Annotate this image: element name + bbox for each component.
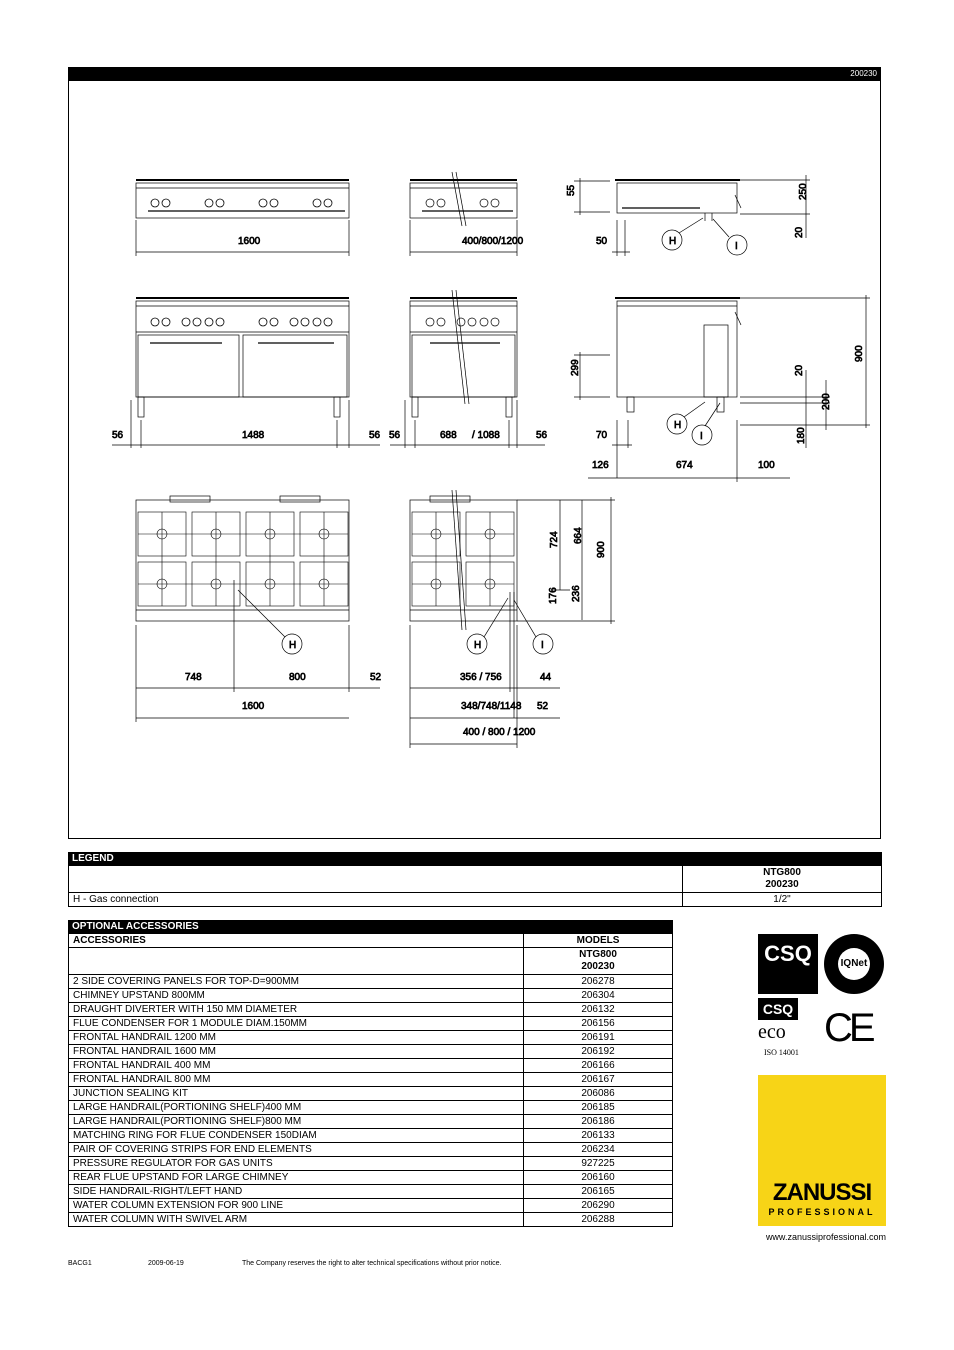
accessories-blank: [69, 948, 524, 975]
accessory-row: [69, 1129, 673, 1143]
dim-top2-724: 724: [549, 531, 560, 548]
accessory-code: 206185: [524, 1101, 673, 1115]
accessories-section: [68, 920, 673, 1227]
accessory-row: [69, 1185, 673, 1199]
front-view-oven-1600: [112, 298, 380, 448]
brand-block: [758, 1075, 886, 1226]
accessories-table: [68, 933, 673, 1227]
dim-side1-50: 50: [596, 236, 608, 247]
accessory-name: FLUE CONDENSER FOR 1 MODULE DIAM.150MM: [69, 1017, 524, 1031]
accessories-model-code: 200230: [581, 961, 615, 972]
accessory-code: 206166: [524, 1059, 673, 1073]
accessory-row: [69, 975, 673, 989]
label-side1-h: H: [669, 236, 677, 247]
accessory-code: 206160: [524, 1171, 673, 1185]
accessory-row: [69, 1045, 673, 1059]
accessory-row: [69, 1199, 673, 1213]
accessories-col2: MODELS: [524, 934, 673, 948]
dim-row2-56c: 56: [389, 430, 401, 441]
dim-row2-56a: 56: [112, 430, 124, 441]
accessory-name: JUNCTION SEALING KIT: [69, 1087, 524, 1101]
accessory-name: PAIR OF COVERING STRIPS FOR END ELEMENTS: [69, 1143, 524, 1157]
accessory-name: WATER COLUMN EXTENSION FOR 900 LINE: [69, 1199, 524, 1213]
accessory-code: 206304: [524, 989, 673, 1003]
footer-code: BACG1: [68, 1260, 92, 1267]
brand-url[interactable]: www.zanussiprofessional.com: [765, 1232, 886, 1242]
dim-side1-55: 55: [566, 184, 577, 196]
csq-logo: CSQ: [758, 934, 818, 994]
accessory-code: 206132: [524, 1003, 673, 1017]
label-row2-i: I: [700, 431, 703, 442]
dim-top2-900: 900: [596, 541, 607, 558]
dim-row2-180: 180: [796, 427, 807, 444]
accessory-row: [69, 1087, 673, 1101]
accessories-title: OPTIONAL ACCESSORIES: [68, 920, 673, 933]
accessory-name: PRESSURE REGULATOR FOR GAS UNITS: [69, 1157, 524, 1171]
accessories-model-header: [524, 948, 673, 975]
legend-title: LEGEND: [68, 852, 882, 865]
ce-mark: CE: [824, 1006, 872, 1050]
accessory-row: [69, 1017, 673, 1031]
dim-row2-299: 299: [570, 359, 581, 376]
accessory-row: [69, 1059, 673, 1073]
dim-top1-748: 748: [185, 672, 202, 683]
dim-top2-52: 52: [537, 701, 549, 712]
accessory-code: 206278: [524, 975, 673, 989]
brand-sub: PROFESSIONAL: [768, 1207, 876, 1217]
dim-row2-56d: 56: [536, 430, 548, 441]
dim-top2-664: 664: [573, 527, 584, 544]
accessory-code: 206133: [524, 1129, 673, 1143]
label-top1-h: H: [289, 640, 297, 651]
footer-date: 2009-06-19: [148, 1260, 184, 1267]
dim-top2-400: 400 / 800 / 1200: [463, 727, 536, 738]
dim-top2-348: 348/748/1148: [461, 701, 522, 712]
accessory-name: REAR FLUE UPSTAND FOR LARGE CHIMNEY: [69, 1171, 524, 1185]
label-top2-h: H: [474, 640, 482, 651]
accessory-name: SIDE HANDRAIL-RIGHT/LEFT HAND: [69, 1185, 524, 1199]
accessory-code: 206288: [524, 1213, 673, 1227]
accessory-name: LARGE HANDRAIL(PORTIONING SHELF)400 MM: [69, 1101, 524, 1115]
side-view-oven: [574, 295, 870, 482]
dim-top1-52: 52: [370, 672, 382, 683]
dim-front2-width: 400/800/1200: [462, 236, 524, 247]
dim-row2-1088: / 1088: [472, 430, 500, 441]
accessory-row: [69, 1031, 673, 1045]
dim-side1-20: 20: [794, 226, 805, 238]
footer-note: The Company reserves the right to alter technical specifications without prior notice.: [242, 1260, 502, 1267]
accessory-code: 206167: [524, 1073, 673, 1087]
dim-row2-70: 70: [596, 430, 608, 441]
accessory-code: 206165: [524, 1185, 673, 1199]
dim-top1-800: 800: [289, 672, 306, 683]
accessory-row: [69, 1157, 673, 1171]
accessory-name: 2 SIDE COVERING PANELS FOR TOP-D=900MM: [69, 975, 524, 989]
dim-row2-688: 688: [440, 430, 457, 441]
legend-table: [68, 865, 882, 907]
accessory-name: WATER COLUMN WITH SWIVEL ARM: [69, 1213, 524, 1227]
legend-row-value: 1/2": [683, 893, 882, 907]
iqnet-label: IQNet: [838, 948, 870, 980]
legend-section: [68, 852, 882, 907]
accessory-row: [69, 1003, 673, 1017]
legend-header-blank: [69, 866, 683, 893]
accessory-code: 206234: [524, 1143, 673, 1157]
dim-side1-250: 250: [798, 183, 809, 200]
accessory-code: 206191: [524, 1031, 673, 1045]
accessory-name: DRAUGHT DIVERTER WITH 150 MM DIAMETER: [69, 1003, 524, 1017]
accessory-code: 927225: [524, 1157, 673, 1171]
accessory-code: 206086: [524, 1087, 673, 1101]
accessory-name: FRONTAL HANDRAIL 1600 MM: [69, 1045, 524, 1059]
dim-row2-126: 126: [592, 460, 609, 471]
accessory-code: 206192: [524, 1045, 673, 1059]
accessory-name: FRONTAL HANDRAIL 800 MM: [69, 1073, 524, 1087]
label-side1-i: I: [735, 241, 738, 252]
accessory-name: FRONTAL HANDRAIL 400 MM: [69, 1059, 524, 1073]
dim-row2-900: 900: [854, 345, 865, 362]
accessory-row: [69, 1213, 673, 1227]
legend-model-code: 200230: [765, 879, 799, 890]
legend-row-label: H - Gas connection: [69, 893, 683, 907]
accessory-name: LARGE HANDRAIL(PORTIONING SHELF)800 MM: [69, 1115, 524, 1129]
accessory-name: MATCHING RING FOR FLUE CONDENSER 150DIAM: [69, 1129, 524, 1143]
iqnet-logo: [824, 934, 884, 994]
eco-logo: eco: [758, 1021, 786, 1043]
dim-top2-44: 44: [540, 672, 552, 683]
accessory-row: [69, 1171, 673, 1185]
iso-label: ISO 14001: [764, 1048, 799, 1057]
dim-row2-674: 674: [676, 460, 693, 471]
accessory-name: FRONTAL HANDRAIL 1200 MM: [69, 1031, 524, 1045]
accessory-row: [69, 989, 673, 1003]
dim-top2-176: 176: [548, 587, 559, 604]
top-view-1600: [136, 496, 380, 722]
front-view-oven-narrow: [390, 290, 545, 448]
dim-row2-200: 200: [821, 393, 832, 410]
csq-eco-logo: CSQ: [758, 998, 798, 1020]
dim-row2-20: 20: [794, 364, 805, 376]
accessories-col1: ACCESSORIES: [69, 934, 524, 948]
legend-model: NTG800: [763, 867, 801, 878]
accessory-row: [69, 1115, 673, 1129]
accessory-code: 206186: [524, 1115, 673, 1129]
accessories-model: NTG800: [579, 949, 617, 960]
legend-model-header: [683, 866, 882, 893]
accessory-name: CHIMNEY UPSTAND 800MM: [69, 989, 524, 1003]
label-top2-i: I: [541, 640, 544, 651]
dim-front1-width: 1600: [238, 236, 261, 247]
header-code: 200230: [850, 69, 877, 78]
accessory-row: [69, 1101, 673, 1115]
accessory-row: [69, 1143, 673, 1157]
accessory-row: [69, 1073, 673, 1087]
dim-row2-1488: 1488: [242, 430, 265, 441]
accessory-code: 206290: [524, 1199, 673, 1213]
dim-top1-1600: 1600: [242, 701, 265, 712]
side-view-top: [574, 175, 810, 256]
brand-name: ZANUSSI: [772, 1179, 872, 1206]
dim-row2-100: 100: [758, 460, 775, 471]
label-row2-h: H: [674, 420, 682, 431]
dim-row2-56b: 56: [369, 430, 381, 441]
certifications: [758, 934, 886, 1064]
dim-top2-236: 236: [571, 585, 582, 602]
dim-top2-356: 356 / 756: [460, 672, 502, 683]
accessory-code: 206156: [524, 1017, 673, 1031]
